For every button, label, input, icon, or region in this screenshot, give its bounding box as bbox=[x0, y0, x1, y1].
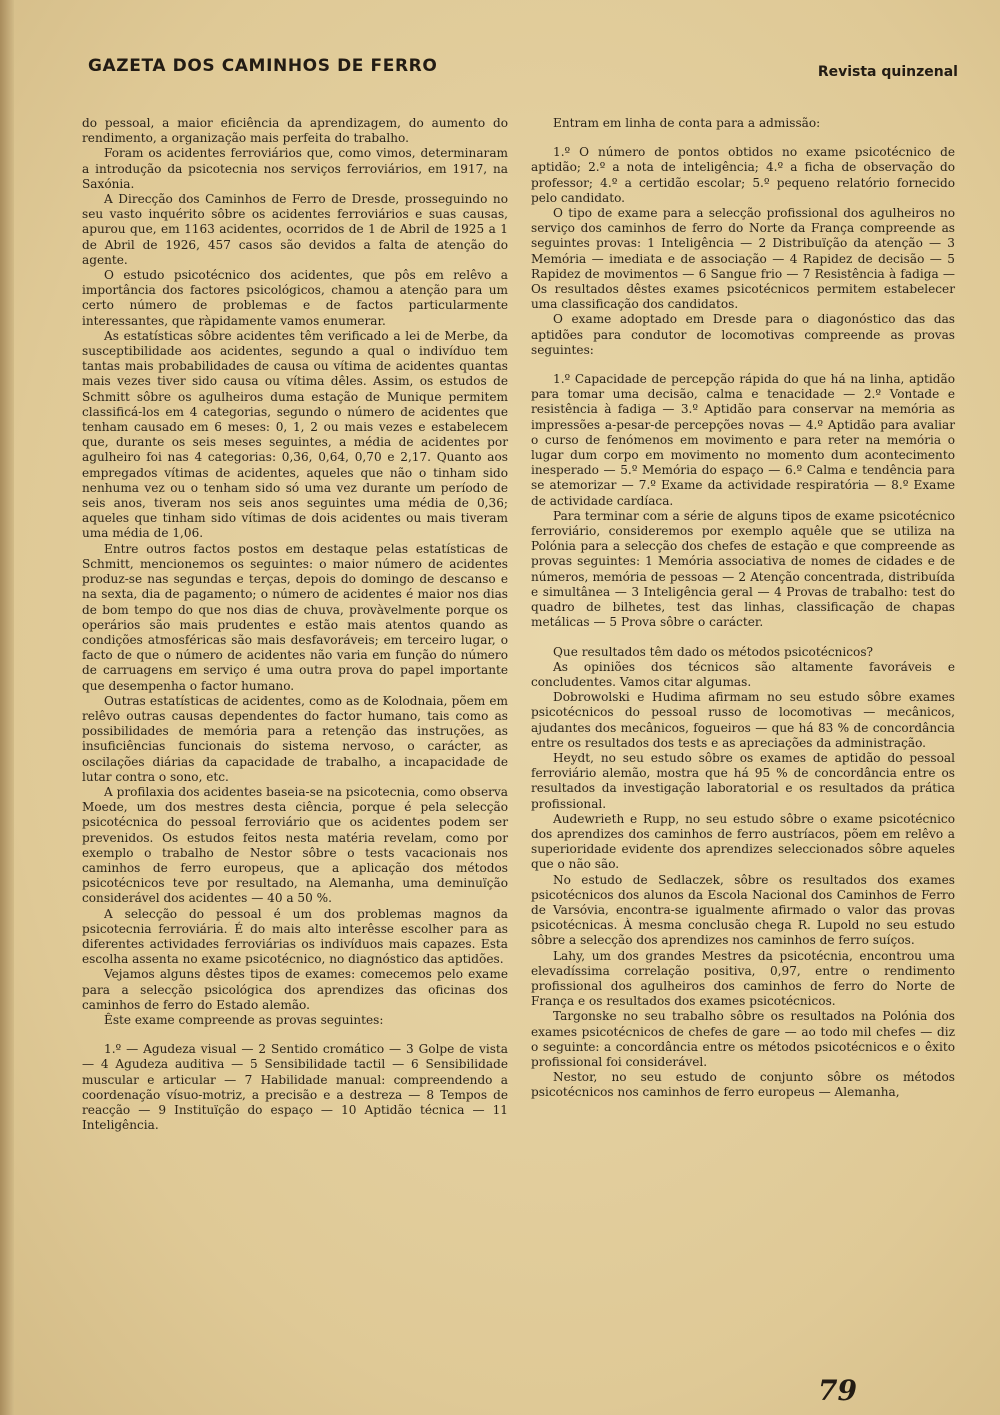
paragraph: O estudo psicotécnico dos acidentes, que pôs em relêvo a importância dos factores psicológicos, chamou a atenção para um certo número de problemas e de factos particularmente interessantes, que ràpidamente vamos enumerar. bbox=[82, 268, 508, 328]
paragraph: Audewrieth e Rupp, no seu estudo sôbre o exame psicotécnico dos aprendizes dos caminhos de ferro austríacos, põem em relêvo a superioridade evidente dos aprendizes seleccionados sôbre aqueles que o não são. bbox=[531, 811, 955, 872]
paragraph: Nestor, no seu estudo de conjunto sôbre os métodos psicotécnicos nos caminhos de ferro europeus — Alemanha, bbox=[531, 1070, 955, 1100]
paragraph: Entram em linha de conta para a admissão: bbox=[553, 116, 821, 130]
publication-subtitle: Revista quinzenal bbox=[817, 64, 958, 80]
paragraph: 1.º Capacidade de percepção rápida do que há na linha, aptidão para tomar uma decisão, calma e tenacidade — 2.º Vontade e resistência à fadiga — 3.º Aptidão para conservar na memória as impressões a-pesar-de percepções novas — 4.º Aptidão para avaliar o curso de fenómenos em movimento e para reter na memória o lugar dum corpo em movimento no momento dum acontecimento inesperado — 5.º Memória do espaço — 6.º Calma e tendência para se atemorizar — 7.º Exame da actividade respiratória — 8.º Exame de actividade cardíaca. bbox=[531, 372, 955, 508]
paragraph: As opiniões dos técnicos são altamente favoráveis e concludentes. Vamos citar algumas. bbox=[531, 659, 955, 689]
paragraph: A selecção do pessoal é um dos problemas magnos da psicotecnia ferroviária. É do mais alto interêsse escolher para as diferentes actividades ferroviárias os indivíduos mais capazes. Esta escolha assenta no exame psicotécnico, no diagnóstico das aptidões. bbox=[82, 906, 508, 967]
paragraph: Que resultados têm dado os métodos psicotécnicos? bbox=[553, 644, 874, 659]
paragraph: Targonske no seu trabalho sôbre os resultados na Polónia dos exames psicotécnicos de chefes de gare — ao todo mil chefes — diz o seguinte: a concordância entre os métodos psicotécnicos e o êxito profissional foi considerável. bbox=[531, 1009, 955, 1069]
page-number: 79 bbox=[818, 1374, 857, 1407]
left-column bbox=[82, 116, 508, 1133]
paragraph: Êste exame compreende as provas seguintes: bbox=[104, 1012, 384, 1027]
paragraph: Entre outros factos postos em destaque pelas estatísticas de Schmitt, mencionemos os seguintes: o maior número de acidentes produz-se nas segundas e terças, depois do domingo de descanso e na sexta, dia de pagamento; o número de acidentes é maior nos dias de bom tempo do que nos dias de chuva, provàvelmente porque os operários são mais prudentes e estão mais atentos quando as condições atmosféricas são mais desfavoráveis; em terceiro lugar, o facto de que o número de acidentes não varia em função do número de carruagens em serviço é uma outra prova do papel importante que desempenha o factor humano. bbox=[82, 541, 508, 693]
page-binding-edge bbox=[0, 0, 14, 1415]
paragraph: Outras estatísticas de acidentes, como as de Kolodnaia, põem em relêvo outras causas dependentes do factor humano, tais como as possibilidades de memória para a retenção das instruções, as insuficiências funcionais do sistema nervoso, o carácter, as oscilações diárias da capacidade de trabalho, a incapacidade de lutar contra o sono, etc. bbox=[82, 693, 508, 784]
paragraph: 1.º O número de pontos obtidos no exame psicotécnico de aptidão; 2.º a nota de inteligência; 4.º a ficha de observação do professor; 4.º a certidão escolar; 5.º pequeno relatório fornecido pelo candidato. bbox=[531, 145, 955, 205]
paragraph: Dobrowolski e Hudima afirmam no seu estudo sôbre exames psicotécnicos do pessoal russo de locomotivas — mecânicos, ajudantes dos mecânicos, fogueiros — que há 83 % de concordância entre os resultados dos tests e as apreciações da administração. bbox=[531, 690, 955, 750]
paragraph: 1.º — Agudeza visual — 2 Sentido cromático — 3 Golpe de vista — 4 Agudeza auditiva — 5 Sensibilidade tactil — 6 Sensibilidade muscular e articular — 7 Habilidade manual: compreendendo a coordenação vísuo-motriz, a precisão e a destreza — 8 Tempos de reacção — 9 Instituïção do espaço — 10 Aptidão técnica — 11 Inteligência. bbox=[82, 1042, 508, 1133]
paragraph: O tipo de exame para a selecção profissional dos agulheiros no serviço dos caminhos de ferro do Norte da França compreende as seguintes provas: 1 Inteligência — 2 Distribuïção da atenção — 3 Memória — imediata e de associação — 4 Rapidez de decisão — 5 Rapidez de movimentos — 6 Sangue frio — 7 Resistência à fadiga — Os resultados dêstes exames psicotécnicos permitem estabelecer uma classificação dos candidatos. bbox=[531, 206, 955, 312]
paragraph: Para terminar com a série de alguns tipos de exame psicotécnico ferroviário, consideremos por exemplo aquêle que se utiliza na Polónia para a selecção dos chefes de estação e que compreende as provas seguintes: 1 Memória associativa de nomes de cidades e de números, memória de pessoas — 2 Atenção concentrada, distribuída e simultânea — 3 Inteligência geral — 4 Provas de trabalho: test do quadro de bilhetes, test das linhas, classificação de chapas metálicas — 5 Prova sôbre o carácter. bbox=[531, 508, 955, 630]
paragraph: O exame adoptado em Dresde para o diagonóstico das das aptidões para condutor de locomotivas compreende as provas seguintes: bbox=[531, 312, 955, 357]
paragraph: No estudo de Sedlaczek, sôbre os resultados dos exames psicotécnicos dos alunos da Escola Nacional dos Caminhos de Ferro de Varsóvia, encontra-se igualmente afirmado o valor das provas psicotécnicas. À mesma conclusão chega R. Lupold no seu estudo sôbre a selecção dos aprendizes nos caminhos de ferro suíços. bbox=[531, 872, 955, 948]
paragraph: Lahy, um dos grandes Mestres da psicotécnia, encontrou uma elevadíssima correlação positiva, 0,97, entre o rendimento profissional dos agulheiros dos caminhos de ferro do Norte de França e os resultados dos exames psicotécnicos. bbox=[531, 948, 955, 1009]
paragraph: Vejamos alguns dêstes tipos de exames: comecemos pelo exame para a selecção psicológica dos aprendizes das oficinas dos caminhos de ferro do Estado alemão. bbox=[82, 967, 508, 1012]
publication-title: GAZETA DOS CAMINHOS DE FERRO bbox=[88, 56, 438, 76]
paragraph: A profilaxia dos acidentes baseia-se na psicotecnia, como observa Moede, um dos mestres desta ciência, porque é pela selecção psicotécnica do pessoal ferroviário que os acidentes podem ser prevenidos. Os estudos feitos nesta matéria revelam, como por exemplo o trabalho de Nestor sôbre o tests vacacionais nos caminhos de ferro europeus, que a aplicação dos métodos psicotécnicos teve por resultado, na Alemanha, uma deminuïção considerável dos acidentes — 40 a 50 %. bbox=[82, 784, 508, 906]
paragraph: do pessoal, a maior eficiência da aprendizagem, do aumento do rendimento, a organização mais perfeita do trabalho. bbox=[82, 116, 508, 146]
paragraph: As estatísticas sôbre acidentes têm verificado a lei de Merbe, da susceptibilidade aos acidentes, segundo a qual o indivíduo tem tantas mais probabilidades de causa ou vítima de acidentes quantas mais vezes tiver sido causa ou vítima dêles. Assim, os estudos de Schmitt sôbre os agulheiros duma estação de Munique permitem classificá-los em 4 categorias, segundo o número de acidentes que tenham causado em 6 meses: 0, 1, 2 ou mais vezes e estabelecem que, durante os seis meses seguintes, a média de acidentes por agulheiro foi nas 4 categorias: 0,36, 0,64, 0,70 e 2,17. Quanto aos empregados vítimas de acidentes, aqueles que não o tinham sido nenhuma vez ou o tenham sido só uma vez durante um período de seis anos, tiveram nos seis anos seguintes uma média de 0,36; aqueles que tinham sido vítimas de dois acidentes ou mais tiveram uma média de 1,06. bbox=[82, 328, 508, 541]
paragraph: Foram os acidentes ferroviários que, como vimos, determinaram a introdução da psicotecnia nos serviços ferroviários, em 1917, na Saxónia. bbox=[82, 146, 508, 191]
paragraph: Heydt, no seu estudo sôbre os exames de aptidão do pessoal ferroviário alemão, mostra que há 95 % de concordância entre os resultados da investigação laboratorial e os resultados da prática profissional. bbox=[531, 750, 955, 811]
right-column bbox=[531, 116, 955, 1101]
paragraph: A Direcção dos Caminhos de Ferro de Dresde, prosseguindo no seu vasto inquérito sôbre os acidentes ferroviários e suas causas, apurou que, em 1163 acidentes, ocorridos de 1 de Abril de 1925 a 1 de Abril de 1926, 457 casos são devidos a falta de atenção do agente. bbox=[82, 192, 508, 267]
